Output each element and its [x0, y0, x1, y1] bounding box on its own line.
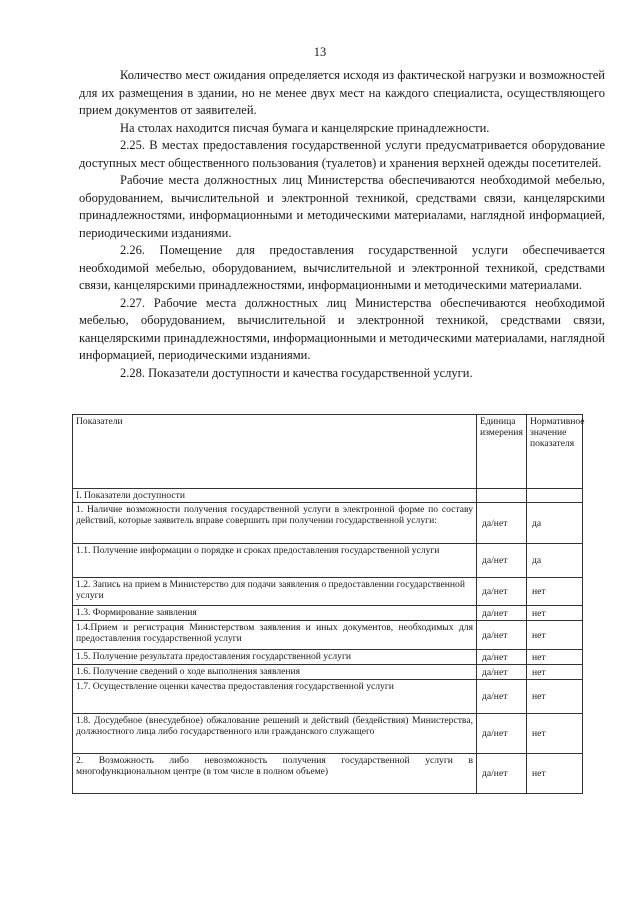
unit-cell: да/нет — [477, 606, 527, 621]
paragraph: На столах находится писчая бумага и канцелярские принадлежности. — [120, 120, 490, 135]
indicator-cell: 1. Наличие возможности получения государственной услуги в электронной форме по составу действий, которые заявитель вправе совершить при получении государственной услуги: — [73, 503, 477, 544]
indicator-cell: 1.8. Досудебное (внесудебное) обжалование решений и действий (бездействия) Министерства, должностного лица либо государственного или гражданского служащего — [73, 714, 477, 754]
paragraph: 2.28. Показатели доступности и качества государственной услуги. — [120, 365, 473, 380]
table-row — [73, 650, 583, 665]
unit-cell: да/нет — [477, 544, 527, 578]
table-header-row — [73, 415, 583, 489]
table-row — [73, 606, 583, 621]
indicator-cell: 1.6. Получение сведений о ходе выполнения заявления — [73, 665, 477, 680]
paragraph: 2.26. Помещение для предоставления государственной услуги обеспечивается необходимой мебелью, оборудованием, вычислительной и электронной техникой, средствами связи, канцелярскими принадлежностями, информационными и методическими материалами. — [79, 243, 605, 292]
paragraph: 2.25. В местах предоставления государственной услуги предусматривается оборудование доступных мест общественного пользования (туалетов) и хранения верхней одежды посетителей. — [79, 138, 605, 170]
table-row — [73, 754, 583, 794]
table-row — [73, 665, 583, 680]
norm-cell: нет — [527, 680, 583, 714]
section-title: I. Показатели доступности — [73, 489, 477, 503]
norm-cell: да — [527, 544, 583, 578]
page-number: 13 — [313, 45, 327, 59]
table-row — [73, 544, 583, 578]
table-row — [73, 714, 583, 754]
indicators-table — [72, 414, 583, 794]
unit-cell: да/нет — [477, 621, 527, 650]
indicator-cell: 1.1. Получение информации о порядке и сроках предоставления государственной услуги — [73, 544, 477, 578]
unit-cell: да/нет — [477, 754, 527, 794]
unit-cell: да/нет — [477, 578, 527, 606]
norm-cell: нет — [527, 650, 583, 665]
unit-cell: да/нет — [477, 503, 527, 544]
table-row — [73, 503, 583, 544]
header-unit: Единица измерения — [477, 415, 527, 489]
indicator-cell: 2. Возможность либо невозможность получения государственной услуги в многофункциональном центре (в том числе в полном объеме) — [73, 754, 477, 794]
indicator-cell: 1.5. Получение результата предоставления государственной услуги — [73, 650, 477, 665]
table-row — [73, 578, 583, 606]
table-row — [73, 621, 583, 650]
norm-cell: нет — [527, 621, 583, 650]
indicator-cell: 1.3. Формирование заявления — [73, 606, 477, 621]
indicator-cell: 1.2. Запись на прием в Министерство для подачи заявления о предоставлении государственной услуги — [73, 578, 477, 606]
unit-cell: да/нет — [477, 665, 527, 680]
norm-cell: нет — [527, 714, 583, 754]
paragraph: Количество мест ожидания определяется исходя из фактической нагрузки и возможностей для их размещения в здании, но не менее двух мест на каждого специалиста, осуществляющего прием документов от заявителей. — [79, 68, 605, 117]
norm-cell: нет — [527, 578, 583, 606]
norm-cell: нет — [527, 665, 583, 680]
indicator-cell: 1.4.Прием и регистрация Министерством заявления и иных документов, необходимых для предоставления государственной услуги — [73, 621, 477, 650]
section-row — [73, 489, 583, 503]
unit-cell: да/нет — [477, 680, 527, 714]
header-indicator: Показатели — [73, 415, 477, 489]
indicator-cell: 1.7. Осуществление оценки качества предоставления государственной услуги — [73, 680, 477, 714]
body-text — [79, 67, 605, 382]
unit-cell: да/нет — [477, 714, 527, 754]
paragraph: Рабочие места должностных лиц Министерства обеспечиваются необходимой мебелью, оборудованием, вычислительной и электронной техникой, средствами связи, канцелярскими принадлежностями, информационными и методическими материалами, наглядной информацией, периодическими изданиями. — [79, 173, 605, 240]
norm-cell: нет — [527, 754, 583, 794]
table-row — [73, 680, 583, 714]
norm-cell: да — [527, 503, 583, 544]
header-norm: Нормативное значение показателя — [527, 415, 583, 489]
norm-cell: нет — [527, 606, 583, 621]
unit-cell: да/нет — [477, 650, 527, 665]
paragraph: 2.27. Рабочие места должностных лиц Министерства обеспечиваются необходимой мебелью, оборудованием, вычислительной и электронной техникой, средствами связи, канцелярскими принадлежностями, информационными и методическими материалами, наглядной информацией, периодическими изданиями. — [79, 295, 605, 362]
